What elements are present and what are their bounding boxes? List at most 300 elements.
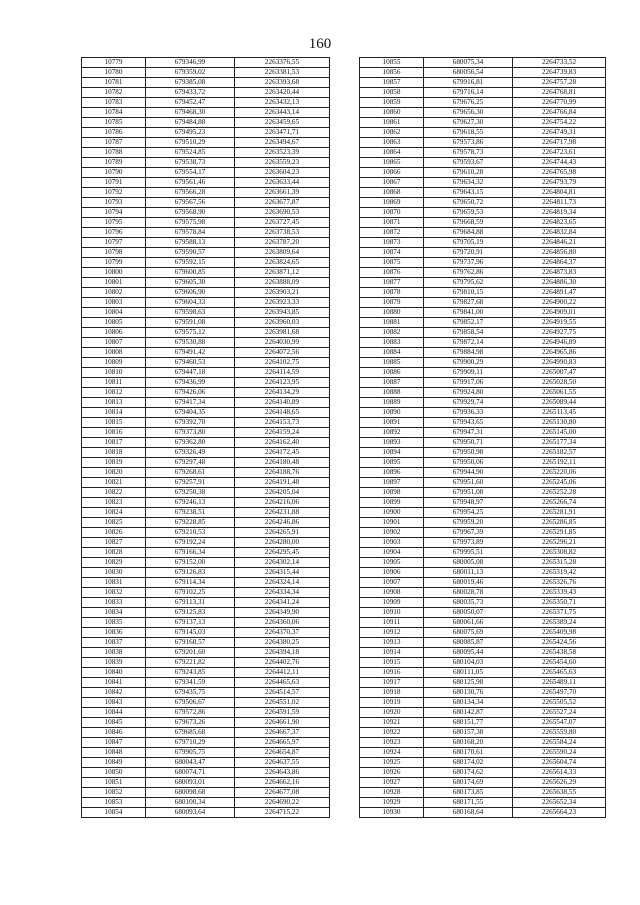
table-row [82,168,330,178]
y-coordinate-cell: 2265424,56 [513,638,606,648]
x-coordinate-cell: 679716,14 [424,88,513,98]
table-row [360,378,606,388]
y-coordinate-cell: 2264856,80 [513,248,606,258]
point-number-cell: 10827 [82,538,146,548]
y-coordinate-cell: 2264465,63 [235,678,330,688]
table-row [360,558,606,568]
y-coordinate-cell: 2264072,56 [235,348,330,358]
table-row [360,98,606,108]
point-number-cell: 10892 [360,428,424,438]
y-coordinate-cell: 2264723,61 [513,148,606,158]
y-coordinate-cell: 2265389,24 [513,618,606,628]
table-row [82,788,330,798]
x-coordinate-cell: 679426,06 [146,388,235,398]
point-number-cell: 10930 [360,808,424,818]
point-number-cell: 10794 [82,208,146,218]
y-coordinate-cell: 2264394,18 [235,648,330,658]
table-row [82,238,330,248]
x-coordinate-cell: 679125,83 [146,608,235,618]
x-coordinate-cell: 680104,03 [424,658,513,668]
y-coordinate-cell: 2263727,45 [235,218,330,228]
x-coordinate-cell: 680142,87 [424,708,513,718]
x-coordinate-cell: 679668,59 [424,218,513,228]
table-row [360,298,606,308]
y-coordinate-cell: 2264295,45 [235,548,330,558]
x-coordinate-cell: 679168,57 [146,638,235,648]
table-row [360,788,606,798]
point-number-cell: 10783 [82,98,146,108]
table-row [360,798,606,808]
y-coordinate-cell: 2264823,65 [513,218,606,228]
x-coordinate-cell: 679634,32 [424,178,513,188]
x-coordinate-cell: 679948,97 [424,498,513,508]
y-coordinate-cell: 2264172,45 [235,448,330,458]
x-coordinate-cell: 679460,53 [146,358,235,368]
point-number-cell: 10804 [82,308,146,318]
y-coordinate-cell: 2264715,22 [235,808,330,818]
y-coordinate-cell: 2264765,98 [513,168,606,178]
x-coordinate-cell: 679884,98 [424,348,513,358]
table-row [82,228,330,238]
point-number-cell: 10846 [82,728,146,738]
point-number-cell: 10906 [360,568,424,578]
point-number-cell: 10907 [360,578,424,588]
y-coordinate-cell: 2264370,37 [235,628,330,638]
x-coordinate-cell: 680061,66 [424,618,513,628]
x-coordinate-cell: 679210,53 [146,528,235,538]
point-number-cell: 10881 [360,318,424,328]
point-number-cell: 10855 [360,58,424,68]
y-coordinate-cell: 2263787,20 [235,238,330,248]
x-coordinate-cell: 680028,78 [424,588,513,598]
x-coordinate-cell: 679578,84 [146,228,235,238]
x-coordinate-cell: 680085,87 [424,638,513,648]
y-coordinate-cell: 2265547,07 [513,718,606,728]
y-coordinate-cell: 2263393,68 [235,78,330,88]
point-number-cell: 10849 [82,758,146,768]
table-row [82,68,330,78]
x-coordinate-cell: 679973,89 [424,538,513,548]
y-coordinate-cell: 2264677,08 [235,788,330,798]
y-coordinate-cell: 2264334,34 [235,588,330,598]
point-number-cell: 10857 [360,78,424,88]
table-row [82,558,330,568]
table-row [360,238,606,248]
x-coordinate-cell: 680075,34 [424,58,513,68]
x-coordinate-cell: 679268,61 [146,468,235,478]
y-coordinate-cell: 2264654,87 [235,748,330,758]
x-coordinate-cell: 679250,38 [146,488,235,498]
table-row [82,88,330,98]
point-number-cell: 10799 [82,258,146,268]
y-coordinate-cell: 2265527,24 [513,708,606,718]
table-row [82,458,330,468]
point-number-cell: 10852 [82,788,146,798]
x-coordinate-cell: 680056,54 [424,68,513,78]
y-coordinate-cell: 2265319,42 [513,568,606,578]
y-coordinate-cell: 2264302,14 [235,558,330,568]
point-number-cell: 10842 [82,688,146,698]
table-row [82,548,330,558]
y-coordinate-cell: 2264180,48 [235,458,330,468]
point-number-cell: 10779 [82,58,146,68]
point-number-cell: 10860 [360,108,424,118]
table-row [82,768,330,778]
table-row [360,658,606,668]
x-coordinate-cell: 679201,60 [146,648,235,658]
x-coordinate-cell: 680173,85 [424,788,513,798]
x-coordinate-cell: 679600,85 [146,268,235,278]
y-coordinate-cell: 2265326,76 [513,578,606,588]
table-row [82,808,330,818]
point-number-cell: 10845 [82,718,146,728]
point-number-cell: 10873 [360,238,424,248]
point-number-cell: 10798 [82,248,146,258]
table-row [360,618,606,628]
table-row [360,738,606,748]
table-row [360,258,606,268]
x-coordinate-cell: 679951,60 [424,478,513,488]
y-coordinate-cell: 2263677,87 [235,198,330,208]
point-number-cell: 10890 [360,408,424,418]
x-coordinate-cell: 679676,25 [424,98,513,108]
x-coordinate-cell: 679954,25 [424,508,513,518]
y-coordinate-cell: 2265182,57 [513,448,606,458]
y-coordinate-cell: 2263420,44 [235,88,330,98]
x-coordinate-cell: 680168,20 [424,738,513,748]
point-number-cell: 10918 [360,688,424,698]
table-row [82,218,330,228]
y-coordinate-cell: 2264661,90 [235,718,330,728]
x-coordinate-cell: 680157,38 [424,728,513,738]
x-coordinate-cell: 679951,08 [424,488,513,498]
y-coordinate-cell: 2264216,06 [235,498,330,508]
point-number-cell: 10781 [82,78,146,88]
x-coordinate-cell: 679762,86 [424,268,513,278]
point-number-cell: 10826 [82,528,146,538]
y-coordinate-cell: 2265007,47 [513,368,606,378]
y-coordinate-cell: 2265339,43 [513,588,606,598]
y-coordinate-cell: 2265559,80 [513,728,606,738]
x-coordinate-cell: 679852,17 [424,318,513,328]
point-number-cell: 10791 [82,178,146,188]
table-row [82,658,330,668]
point-number-cell: 10811 [82,378,146,388]
x-coordinate-cell: 679495,23 [146,128,235,138]
point-number-cell: 10904 [360,548,424,558]
x-coordinate-cell: 679392,70 [146,418,235,428]
x-coordinate-cell: 679566,28 [146,188,235,198]
x-coordinate-cell: 680011,13 [424,568,513,578]
point-number-cell: 10867 [360,178,424,188]
point-number-cell: 10912 [360,628,424,638]
point-number-cell: 10784 [82,108,146,118]
y-coordinate-cell: 2264114,59 [235,368,330,378]
x-coordinate-cell: 679995,51 [424,548,513,558]
y-coordinate-cell: 2264744,43 [513,158,606,168]
y-coordinate-cell: 2263738,53 [235,228,330,238]
x-coordinate-cell: 679346,99 [146,58,235,68]
table-row [82,438,330,448]
x-coordinate-cell: 679684,88 [424,228,513,238]
table-row [82,208,330,218]
table-row [82,338,330,348]
table-row [82,118,330,128]
table-row [82,488,330,498]
y-coordinate-cell: 2264757,28 [513,78,606,88]
y-coordinate-cell: 2264927,75 [513,328,606,338]
y-coordinate-cell: 2263824,65 [235,258,330,268]
y-coordinate-cell: 2264188,76 [235,468,330,478]
y-coordinate-cell: 2264919,55 [513,318,606,328]
table-row [360,118,606,128]
x-coordinate-cell: 679575,12 [146,328,235,338]
x-coordinate-cell: 680174,62 [424,768,513,778]
y-coordinate-cell: 2264380,25 [235,638,330,648]
table-row [82,248,330,258]
y-coordinate-cell: 2265089,44 [513,398,606,408]
table-row [82,448,330,458]
y-coordinate-cell: 2263432,13 [235,98,330,108]
table-row [360,368,606,378]
point-number-cell: 10800 [82,268,146,278]
x-coordinate-cell: 680050,07 [424,608,513,618]
table-row [360,768,606,778]
x-coordinate-cell: 679944,90 [424,468,513,478]
table-row [82,358,330,368]
y-coordinate-cell: 2264551,02 [235,698,330,708]
x-coordinate-cell: 679705,19 [424,238,513,248]
table-row [82,578,330,588]
x-coordinate-cell: 679575,98 [146,218,235,228]
table-row [360,58,606,68]
point-number-cell: 10803 [82,298,146,308]
table-row [360,708,606,718]
x-coordinate-cell: 679417,34 [146,398,235,408]
x-coordinate-cell: 679959,20 [424,518,513,528]
y-coordinate-cell: 2264140,89 [235,398,330,408]
y-coordinate-cell: 2265350,71 [513,598,606,608]
point-number-cell: 10789 [82,158,146,168]
y-coordinate-cell: 2263523,39 [235,148,330,158]
point-number-cell: 10924 [360,748,424,758]
x-coordinate-cell: 679592,15 [146,258,235,268]
table-row [360,458,606,468]
x-coordinate-cell: 679656,30 [424,108,513,118]
y-coordinate-cell: 2264162,40 [235,438,330,448]
x-coordinate-cell: 679126,83 [146,568,235,578]
x-coordinate-cell: 680174,02 [424,758,513,768]
x-coordinate-cell: 679936,33 [424,408,513,418]
y-coordinate-cell: 2263381,53 [235,68,330,78]
point-number-cell: 10877 [360,278,424,288]
y-coordinate-cell: 2264891,47 [513,288,606,298]
point-number-cell: 10879 [360,298,424,308]
y-coordinate-cell: 2265281,91 [513,508,606,518]
table-row [360,198,606,208]
table-row [360,138,606,148]
y-coordinate-cell: 2263903,21 [235,288,330,298]
x-coordinate-cell: 679905,75 [146,748,235,758]
point-number-cell: 10919 [360,698,424,708]
point-number-cell: 10898 [360,488,424,498]
table-row [82,568,330,578]
x-coordinate-cell: 679929,74 [424,398,513,408]
table-row [82,638,330,648]
x-coordinate-cell: 679578,73 [424,148,513,158]
point-number-cell: 10897 [360,478,424,488]
table-row [360,108,606,118]
y-coordinate-cell: 2264667,37 [235,728,330,738]
table-row [82,148,330,158]
y-coordinate-cell: 2264873,83 [513,268,606,278]
point-number-cell: 10812 [82,388,146,398]
table-row [82,78,330,88]
x-coordinate-cell: 679404,35 [146,408,235,418]
y-coordinate-cell: 2265252,28 [513,488,606,498]
table-row [360,328,606,338]
point-number-cell: 10894 [360,448,424,458]
point-number-cell: 10793 [82,198,146,208]
point-number-cell: 10914 [360,648,424,658]
y-coordinate-cell: 2265454,60 [513,658,606,668]
point-number-cell: 10921 [360,718,424,728]
y-coordinate-cell: 2263888,09 [235,278,330,288]
point-number-cell: 10925 [360,758,424,768]
point-number-cell: 10824 [82,508,146,518]
coordinates-table-left [81,57,330,818]
point-number-cell: 10880 [360,308,424,318]
table-row [360,758,606,768]
y-coordinate-cell: 2264768,81 [513,88,606,98]
x-coordinate-cell: 679967,39 [424,528,513,538]
x-coordinate-cell: 679598,63 [146,308,235,318]
x-coordinate-cell: 679145,03 [146,628,235,638]
table-row [82,328,330,338]
table-row [82,388,330,398]
y-coordinate-cell: 2264102,75 [235,358,330,368]
table-row [82,348,330,358]
x-coordinate-cell: 679228,85 [146,518,235,528]
point-number-cell: 10844 [82,708,146,718]
y-coordinate-cell: 2264946,89 [513,338,606,348]
x-coordinate-cell: 680095,44 [424,648,513,658]
table-row [82,798,330,808]
y-coordinate-cell: 2264280,00 [235,538,330,548]
table-row [82,758,330,768]
y-coordinate-cell: 2264643,86 [235,768,330,778]
x-coordinate-cell: 679650,72 [424,198,513,208]
y-coordinate-cell: 2264804,81 [513,188,606,198]
point-number-cell: 10825 [82,518,146,528]
table-row [82,668,330,678]
table-row [360,688,606,698]
table-row [82,698,330,708]
table-row [82,528,330,538]
x-coordinate-cell: 680170,61 [424,748,513,758]
y-coordinate-cell: 2264341,24 [235,598,330,608]
table-row [360,808,606,818]
table-row [82,468,330,478]
x-coordinate-cell: 679484,88 [146,118,235,128]
table-row [360,588,606,598]
point-number-cell: 10900 [360,508,424,518]
y-coordinate-cell: 2265626,29 [513,778,606,788]
table-row [360,318,606,328]
table-row [82,518,330,528]
point-number-cell: 10888 [360,388,424,398]
x-coordinate-cell: 679943,65 [424,418,513,428]
point-number-cell: 10861 [360,118,424,128]
x-coordinate-cell: 679737,96 [424,258,513,268]
table-row [82,408,330,418]
point-number-cell: 10802 [82,288,146,298]
point-number-cell: 10851 [82,778,146,788]
y-coordinate-cell: 2264265,91 [235,528,330,538]
table-row [82,278,330,288]
x-coordinate-cell: 680174,69 [424,778,513,788]
x-coordinate-cell: 679257,91 [146,478,235,488]
x-coordinate-cell: 680130,76 [424,688,513,698]
table-row [82,98,330,108]
point-number-cell: 10911 [360,618,424,628]
table-row [360,608,606,618]
y-coordinate-cell: 2265664,23 [513,808,606,818]
point-number-cell: 10870 [360,208,424,218]
table-row [82,158,330,168]
table-row [82,428,330,438]
y-coordinate-cell: 2263443,14 [235,108,330,118]
y-coordinate-cell: 2264819,34 [513,208,606,218]
point-number-cell: 10807 [82,338,146,348]
table-row [82,498,330,508]
point-number-cell: 10869 [360,198,424,208]
point-number-cell: 10788 [82,148,146,158]
point-number-cell: 10797 [82,238,146,248]
x-coordinate-cell: 680098,68 [146,788,235,798]
x-coordinate-cell: 679373,80 [146,428,235,438]
y-coordinate-cell: 2265614,33 [513,768,606,778]
y-coordinate-cell: 2264739,83 [513,68,606,78]
table-row [360,528,606,538]
y-coordinate-cell: 2264832,84 [513,228,606,238]
y-coordinate-cell: 2265061,55 [513,388,606,398]
y-coordinate-cell: 2264637,55 [235,758,330,768]
point-number-cell: 10883 [360,338,424,348]
x-coordinate-cell: 680005,08 [424,558,513,568]
point-number-cell: 10841 [82,678,146,688]
table-row [360,388,606,398]
table-row [82,268,330,278]
x-coordinate-cell: 679297,48 [146,458,235,468]
table-row [360,478,606,488]
table-row [360,468,606,478]
point-number-cell: 10882 [360,328,424,338]
y-coordinate-cell: 2264412,11 [235,668,330,678]
x-coordinate-cell: 680074,71 [146,768,235,778]
y-coordinate-cell: 2264315,44 [235,568,330,578]
x-coordinate-cell: 679573,86 [424,138,513,148]
table-row [360,508,606,518]
x-coordinate-cell: 679246,13 [146,498,235,508]
y-coordinate-cell: 2264360,06 [235,618,330,628]
x-coordinate-cell: 679604,33 [146,298,235,308]
x-coordinate-cell: 679452,47 [146,98,235,108]
point-number-cell: 10856 [360,68,424,78]
y-coordinate-cell: 2265584,24 [513,738,606,748]
point-number-cell: 10816 [82,428,146,438]
x-coordinate-cell: 679166,34 [146,548,235,558]
